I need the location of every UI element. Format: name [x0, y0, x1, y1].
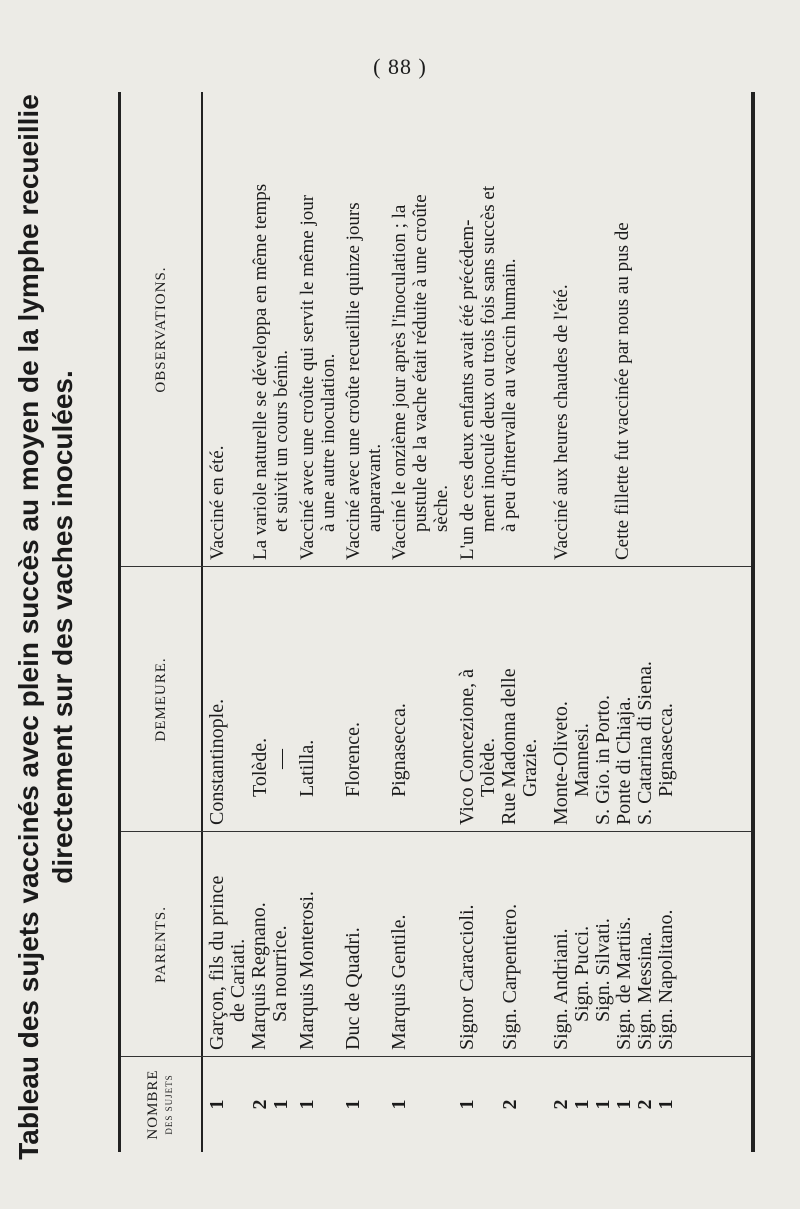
- observation-line: à une autre inoculation.: [318, 353, 339, 532]
- nombre-cell: [457, 1057, 521, 1152]
- nombre-value: 1: [388, 1099, 410, 1110]
- demeure-line: Vico Concezione, à: [456, 669, 478, 825]
- observation-line: auparavant.: [364, 443, 385, 532]
- header-parents: PARENTS.: [152, 905, 169, 984]
- parents-line: Marquis Monterosi.: [296, 891, 318, 1050]
- nombre-value: 1: [296, 1099, 318, 1110]
- demeure-line: Tolède.: [477, 737, 499, 797]
- demeure-cell: [389, 570, 410, 825]
- observations-cell: [457, 95, 520, 560]
- demeure-line: Tolède.: [249, 737, 271, 797]
- nombre-cell: [207, 1057, 292, 1152]
- parents-cell: [207, 835, 291, 1050]
- observation-line: L'un de ces deux enfants avait été précédem-: [457, 219, 478, 560]
- parents-line: Marquis Regnano.: [248, 902, 270, 1050]
- demeure-line: Latilla.: [296, 739, 318, 797]
- observation-line: à peu d'intervalle au vaccin humain.: [499, 258, 520, 532]
- demeure-cell: [457, 570, 541, 825]
- parents-line: Sign. Napolitano.: [655, 909, 677, 1050]
- demeure-cell: [343, 570, 364, 825]
- column-headers: [121, 92, 203, 1152]
- page-number: ( 88 ): [373, 54, 427, 79]
- header-nombre-bottom: DES SUJETS: [164, 1074, 174, 1135]
- parents-line: Sign. de Martiis.: [613, 916, 635, 1050]
- nombre-cell: [343, 1057, 364, 1152]
- demeure-line: S. Catarina di Siena.: [634, 661, 656, 825]
- nombre-cell: [297, 1057, 318, 1152]
- parents-line: Garçon, fils du prince: [206, 875, 228, 1050]
- nombre-cell: [551, 1057, 677, 1152]
- demeure-line: —: [270, 749, 292, 769]
- nombre-value: 1: [206, 1099, 228, 1110]
- nombre-value: 1: [270, 1099, 292, 1110]
- observations-cell: [297, 95, 339, 560]
- observation-line: Vacciné avec une croûte recueillie quinze jours: [343, 202, 364, 560]
- observation-line: La variole naturelle se développa en même temps: [250, 183, 271, 560]
- header-demeure: DEMEURE.: [152, 657, 169, 742]
- demeure-line: Constantinople.: [206, 698, 228, 825]
- nombre-value: 2: [249, 1099, 271, 1110]
- demeure-line: Ponte di Chiaja.: [613, 696, 635, 825]
- parents-cell: [297, 835, 318, 1050]
- demeure-cell: [551, 570, 677, 825]
- parents-cell: [551, 835, 677, 1050]
- title-line-2: directement sur des vaches inoculées.: [47, 370, 78, 884]
- observation-line: Cette fillette fut vaccinée par nous au pus de: [612, 222, 633, 560]
- demeure-line: S. Gio. in Porto.: [592, 694, 614, 825]
- title-line-1: Tableau des sujets vaccinés avec plein succès au moyen de la lymphe recueillie: [13, 94, 44, 1160]
- observation-line: Vacciné le onzième jour après l'inoculation ; la: [389, 204, 410, 560]
- nombre-value: 1: [342, 1099, 364, 1110]
- demeure-line: Grazie.: [519, 738, 541, 797]
- nombre-cell: [389, 1057, 410, 1152]
- vaccination-table: [118, 92, 755, 1152]
- observations-cell: [343, 95, 385, 560]
- parents-cell: [457, 835, 521, 1050]
- nombre-value: 1: [655, 1099, 677, 1110]
- parents-line: Sa nourrice.: [269, 925, 291, 1022]
- parents-line: Sign. Carpentiero.: [499, 903, 521, 1050]
- parents-line: de Cariati.: [227, 938, 249, 1022]
- parents-line: Marquis Gentile.: [388, 914, 410, 1050]
- demeure-line: Pignasecca.: [388, 703, 410, 797]
- nombre-value: 2: [550, 1099, 572, 1110]
- demeure-line: Florence.: [342, 722, 364, 797]
- demeure-line: Monte-Oliveto.: [550, 701, 572, 825]
- observation-line: et suivit un cours bénin.: [271, 349, 292, 532]
- parents-cell: [343, 835, 364, 1050]
- table-title: [12, 82, 80, 1172]
- observations-cell: [207, 95, 292, 560]
- header-nombre-top: NOMBRE: [145, 1069, 161, 1140]
- parents-cell: [389, 835, 410, 1050]
- observation-line: Vacciné avec une croûte qui servit le même jour: [297, 194, 318, 560]
- nombre-value: 1: [592, 1099, 614, 1110]
- nombre-value: 1: [613, 1099, 635, 1110]
- parents-line: Sign. Messina.: [634, 931, 656, 1050]
- nombre-value: 2: [499, 1099, 521, 1110]
- parents-line: Sign. Andriani.: [550, 928, 572, 1050]
- demeure-line: Rue Madonna delle: [498, 668, 520, 825]
- demeure-cell: [297, 570, 318, 825]
- nombre-value: 2: [634, 1099, 656, 1110]
- column-divider: [121, 566, 751, 567]
- demeure-line: Pignasecca.: [655, 703, 677, 797]
- parents-line: Sign. Pucci.: [571, 925, 593, 1022]
- demeure-cell: [207, 570, 292, 825]
- parents-line: Sign. Silvati.: [592, 918, 614, 1022]
- nombre-value: 1: [456, 1099, 478, 1110]
- observation-line: pustule de la vache était réduite à une croûte: [410, 194, 431, 532]
- observation-line: sèche.: [431, 485, 452, 532]
- rotated-page: [6, 82, 800, 1172]
- observations-cell: [551, 95, 633, 560]
- demeure-line: Mannesi.: [571, 723, 593, 797]
- header-observations: OBSERVATIONS.: [152, 266, 169, 393]
- parents-line: Duc de Quadri.: [342, 927, 364, 1050]
- observations-cell: [389, 95, 452, 560]
- nombre-value: 1: [571, 1099, 593, 1110]
- column-divider: [121, 831, 751, 832]
- observation-line: Vacciné en été.: [207, 445, 228, 560]
- observation-line: Vacciné aux heures chaudes de l'été.: [551, 284, 572, 560]
- parents-line: Signor Caraccioli.: [456, 904, 478, 1050]
- observation-line: ment inoculé deux ou trois fois sans succès et: [478, 185, 499, 532]
- header-nombre: [121, 1057, 201, 1152]
